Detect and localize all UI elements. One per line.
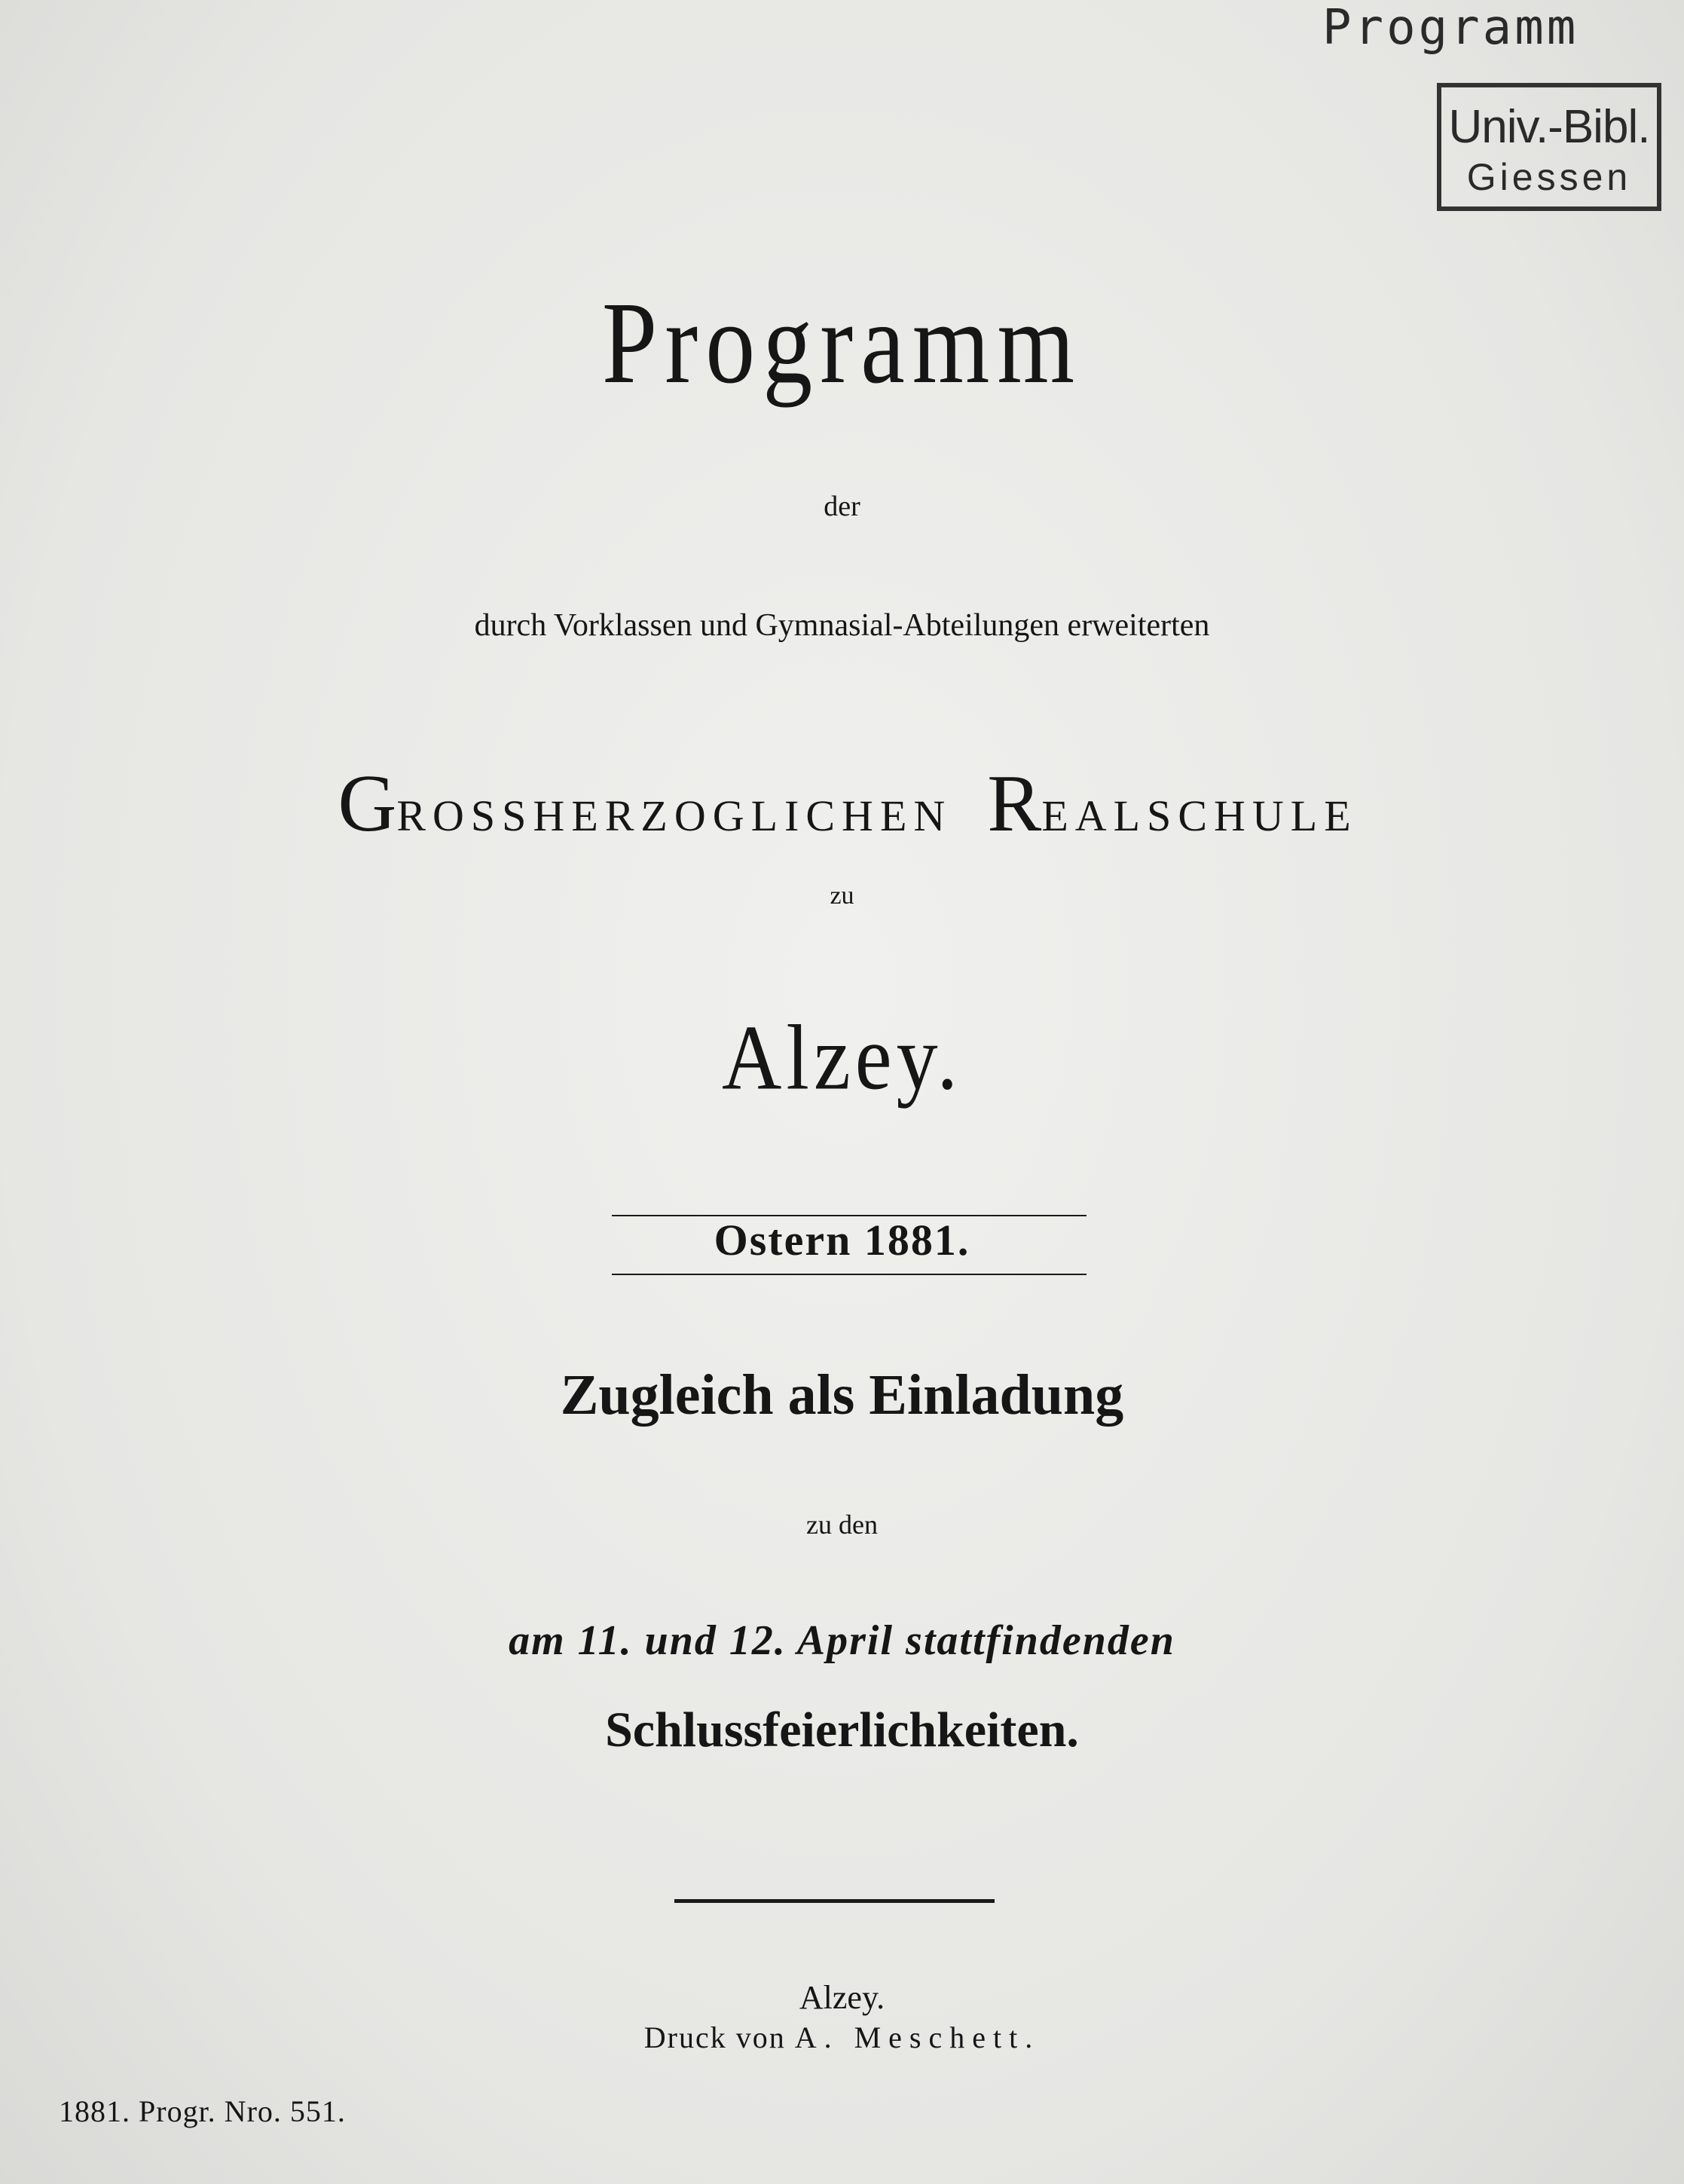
- der-word: der: [824, 491, 860, 522]
- stamp-label: Programm: [1322, 0, 1579, 56]
- printer-prefix: Druck von: [643, 2020, 786, 2054]
- ceremony-dates: am 11. und 12. April stattfindenden: [509, 1617, 1175, 1664]
- printer-line: [0, 2020, 1684, 2055]
- print-place: Alzey.: [799, 1979, 885, 2016]
- library-stamp-line2: Giessen: [1466, 156, 1632, 198]
- zu-den-words: zu den: [806, 1510, 878, 1540]
- program-number: 1881. Progr. Nro. 551.: [59, 2094, 346, 2128]
- subtitle: durch Vorklassen und Gymnasial-Abteilungen erweiterten: [474, 608, 1210, 643]
- ceremony-heading: Schlussfeierlichkeiten.: [605, 1702, 1079, 1757]
- printer-name: A. Meschett.: [794, 2020, 1041, 2054]
- divider-middle: [612, 1274, 1087, 1275]
- school-initial-r: R: [987, 759, 1042, 849]
- divider-bottom: [674, 1899, 995, 1903]
- invitation-heading: Zugleich als Einladung: [560, 1363, 1124, 1427]
- library-stamp: [1437, 83, 1661, 211]
- page-title: Programm: [601, 277, 1083, 408]
- easter-date: Ostern 1881.: [714, 1216, 970, 1265]
- school-name-part-2: EALSCHULE: [1041, 791, 1358, 840]
- school-name-part-1: ROSSHERZOGLICHEN: [396, 791, 952, 840]
- city-name: Alzey.: [721, 1005, 962, 1109]
- school-name: [113, 757, 1582, 851]
- school-initial-g: G: [338, 759, 397, 849]
- library-stamp-line1: Univ.-Bibl.: [1448, 101, 1650, 153]
- zu-word: zu: [830, 882, 854, 910]
